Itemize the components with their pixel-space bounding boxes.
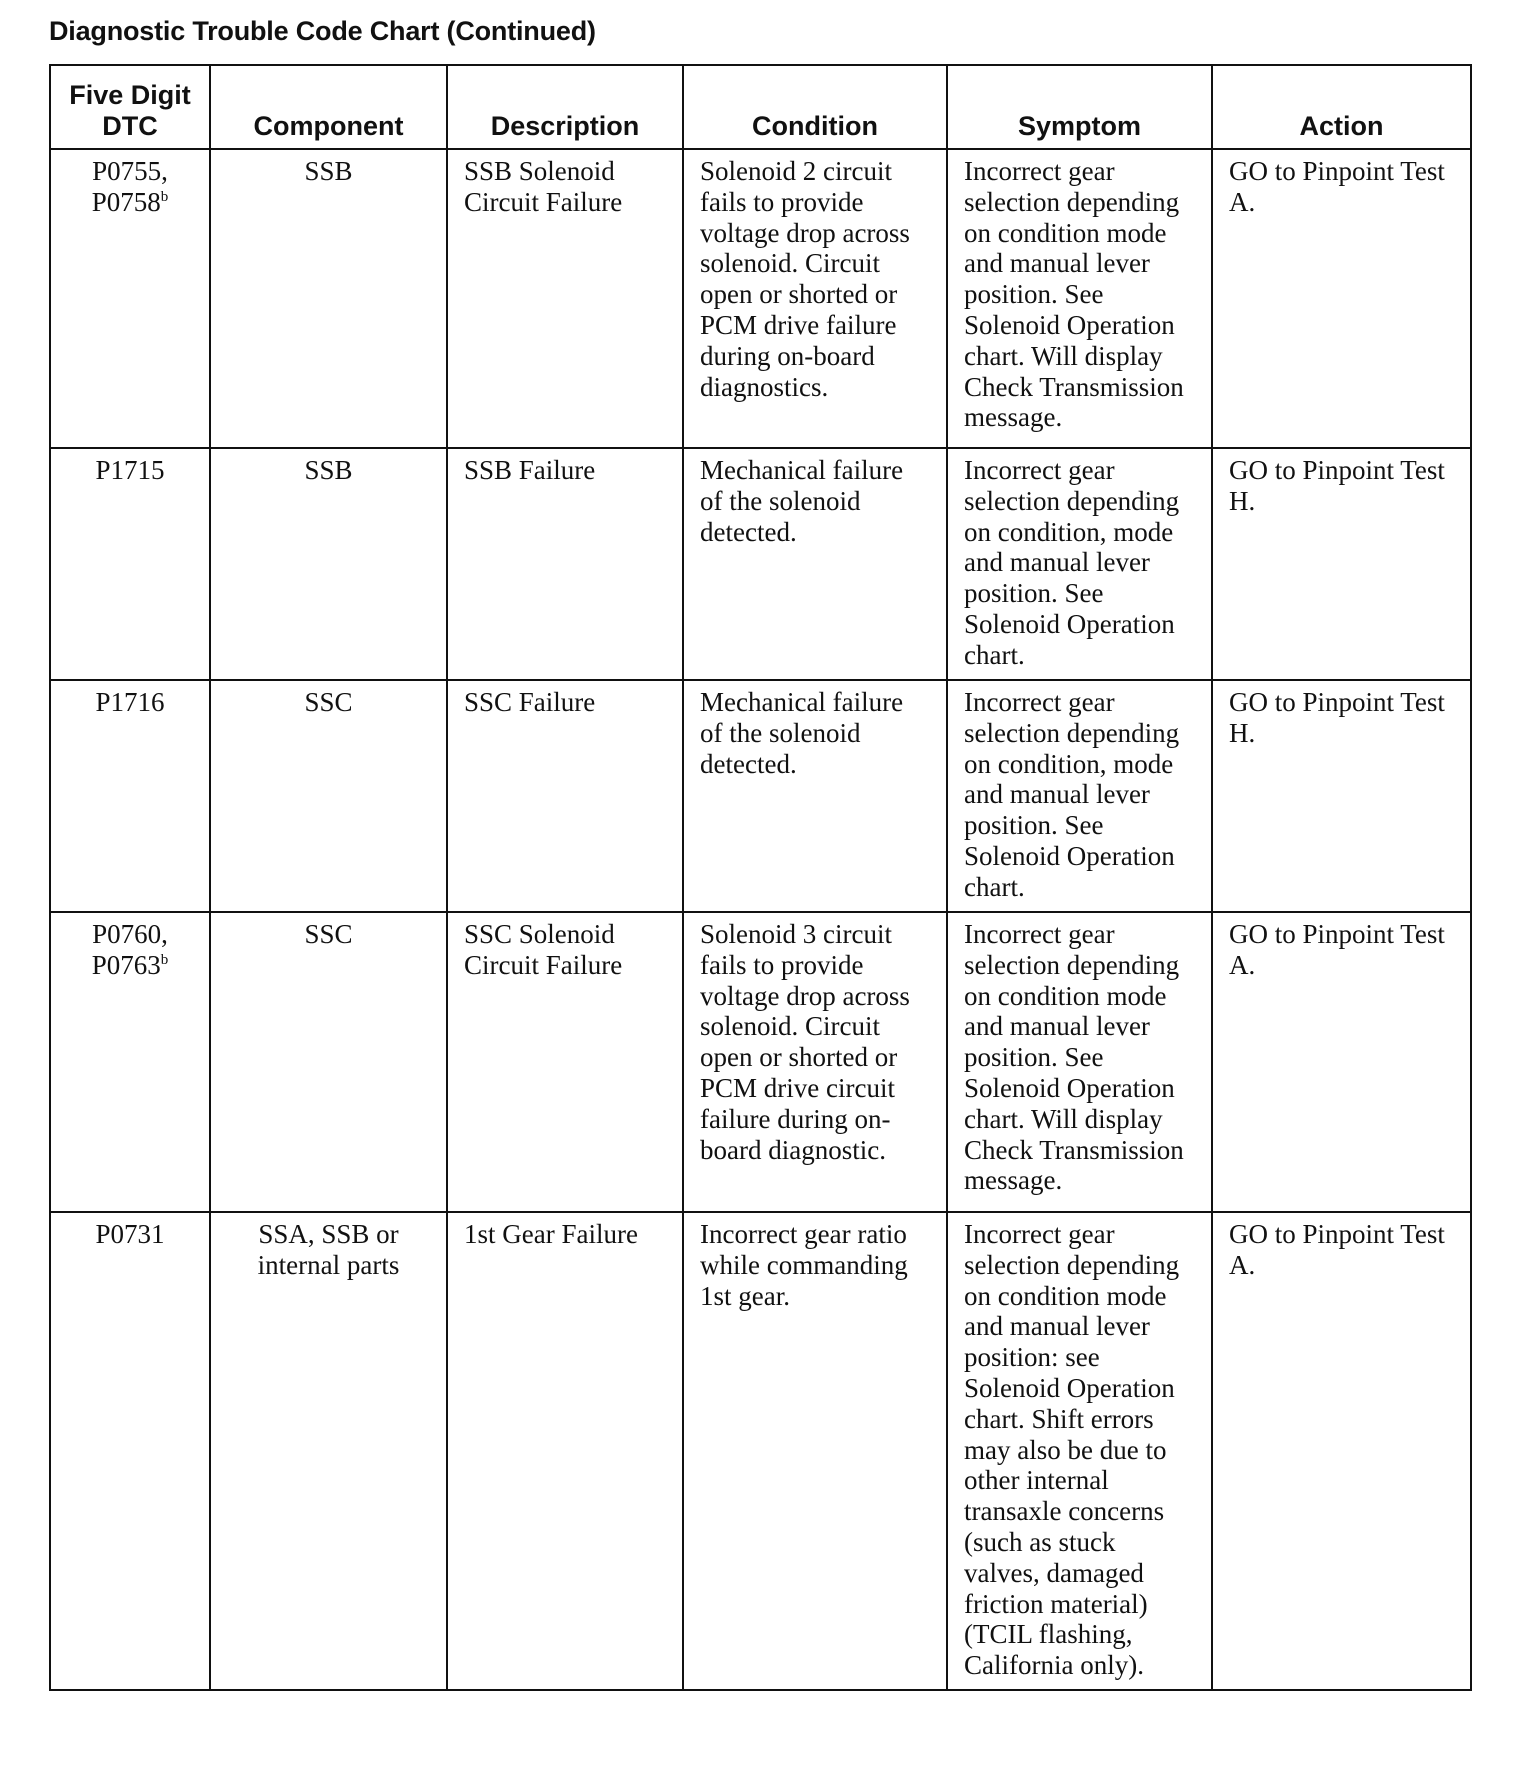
condition-cell: Mechanical failure of the solenoid detected. xyxy=(683,448,947,680)
condition-cell: Solenoid 2 circuit fails to provide voltage drop across solenoid. Circuit open or shorted or PCM drive failure during on-board diagnostics. xyxy=(683,149,947,448)
column-header-action: Action xyxy=(1212,65,1471,149)
dtc-cell xyxy=(50,448,210,680)
condition-cell: Mechanical failure of the solenoid detected. xyxy=(683,680,947,912)
column-header-component: Component xyxy=(210,65,447,149)
action-cell: GO to Pinpoint Test H. xyxy=(1212,680,1471,912)
dtc-code: P0731 xyxy=(95,1219,165,1249)
dtc-footnote-marker: b xyxy=(160,951,169,968)
description-cell: SSC Solenoid Circuit Failure xyxy=(447,912,683,1212)
component-cell: SSB xyxy=(210,448,447,680)
column-header-description: Description xyxy=(447,65,683,149)
column-header-symptom: Symptom xyxy=(947,65,1212,149)
description-cell: 1st Gear Failure xyxy=(447,1212,683,1690)
action-cell: GO to Pinpoint Test A. xyxy=(1212,1212,1471,1690)
description-cell: SSB Solenoid Circuit Failure xyxy=(447,149,683,448)
dtc-cell xyxy=(50,912,210,1212)
condition-cell: Solenoid 3 circuit fails to provide voltage drop across solenoid. Circuit open or shorted or PCM drive circuit failure during on-board diagnostic. xyxy=(683,912,947,1212)
description-cell: SSC Failure xyxy=(447,680,683,912)
page-title: Diagnostic Trouble Code Chart (Continued) xyxy=(49,16,596,46)
symptom-cell: Incorrect gear selection depending on condition, mode and manual lever position. See Solenoid Operation chart. xyxy=(947,448,1212,680)
dtc-code: P1716 xyxy=(95,687,165,717)
dtc-chart-table xyxy=(49,64,1472,1691)
action-cell: GO to Pinpoint Test H. xyxy=(1212,448,1471,680)
symptom-cell: Incorrect gear selection depending on condition mode and manual lever position: see Solenoid Operation chart. Shift errors may also be due to other internal transaxle concerns (such as stuck valves, damaged friction material) (TCIL flashing, California only). xyxy=(947,1212,1212,1690)
column-header-dtc: Five Digit DTC xyxy=(50,65,210,149)
symptom-cell: Incorrect gear selection depending on condition, mode and manual lever position. See Solenoid Operation chart. xyxy=(947,680,1212,912)
dtc-cell xyxy=(50,149,210,448)
table-header-row xyxy=(50,65,1471,149)
table-row xyxy=(50,680,1471,912)
dtc-code: P0755, P0758 xyxy=(91,156,168,217)
action-cell: GO to Pinpoint Test A. xyxy=(1212,149,1471,448)
description-cell: SSB Failure xyxy=(447,448,683,680)
dtc-cell xyxy=(50,1212,210,1690)
symptom-cell: Incorrect gear selection depending on condition mode and manual lever position. See Solenoid Operation chart. Will display Check Transmission message. xyxy=(947,912,1212,1212)
component-cell: SSB xyxy=(210,149,447,448)
condition-cell: Incorrect gear ratio while commanding 1st gear. xyxy=(683,1212,947,1690)
table-row xyxy=(50,1212,1471,1690)
table-row xyxy=(50,912,1471,1212)
dtc-footnote-marker: b xyxy=(160,188,169,205)
dtc-code: P1715 xyxy=(95,455,165,485)
dtc-code: P0760, P0763 xyxy=(91,919,168,980)
component-cell: SSC xyxy=(210,912,447,1212)
table-row xyxy=(50,149,1471,448)
component-cell: SSA, SSB or internal parts xyxy=(210,1212,447,1690)
symptom-cell: Incorrect gear selection depending on condition mode and manual lever position. See Solenoid Operation chart. Will display Check Transmission message. xyxy=(947,149,1212,448)
action-cell: GO to Pinpoint Test A. xyxy=(1212,912,1471,1212)
column-header-condition: Condition xyxy=(683,65,947,149)
dtc-cell xyxy=(50,680,210,912)
table-row xyxy=(50,448,1471,680)
component-cell: SSC xyxy=(210,680,447,912)
